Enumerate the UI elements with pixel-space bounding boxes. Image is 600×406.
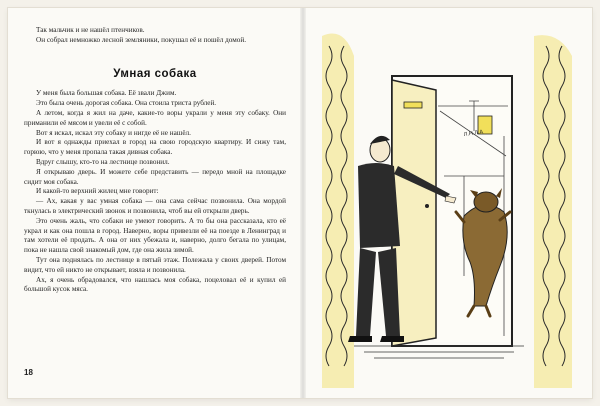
yellow-wash-left [322, 34, 354, 389]
paragraph: И какой-то верхний жилец мне говорит: [36, 187, 159, 196]
paragraph: Вот я искал, искал эту собаку и нигде её не нашёл. [36, 128, 191, 137]
paragraph: Ах, я очень обрадовался, что нашлась моя собака, поцеловал её и купил ей большой кусок мяса. [24, 275, 286, 294]
paragraph: У меня была большая собака. Её звали Джим. [36, 89, 177, 98]
story-body [24, 89, 286, 295]
right-page-illustration [314, 16, 580, 388]
yellow-wash-right [534, 35, 572, 388]
door-sign: Л.Н.Л.А [463, 129, 484, 138]
paragraph: Это была очень дорогая собака. Она стоила триста рублей. [36, 99, 217, 108]
paragraph: Так мальчик и не нашёл птенчиков. [36, 26, 145, 34]
man-jacket [358, 163, 400, 248]
paragraph: — Ах, какая у вас умная собака — она сама сейчас позвонила. Она мордой ткнулась в электрический звонок и позвонила, чтоб вы ей открыли дверь. [24, 197, 286, 215]
paragraph: Тут она поднялась по лестнице в пятый этаж. Полежала у своих дверей. Потом видит, что ей никто не открывает, взяла и позвонила. [24, 255, 286, 274]
paragraph: Он собрал немножко лесной земляники, покушал её и пошёл домой. [36, 35, 247, 44]
door-plate [404, 102, 422, 108]
paragraph: Вдруг слышу, кто-то на лестнице позвонил. [36, 157, 170, 166]
paragraph: Это очень жаль, что собаки не умеют говорить. А то бы она рассказала, кто её украл и как она пошла в город. Наверно, воры привезли её на поезде в Ленинград и там хотели её продать. А она от них убежала и, наверно, долго бегала по улицам, пока не нашла свой знакомый дом, где она жила зимой. [24, 216, 286, 255]
page-number: 18 [24, 368, 33, 377]
intro-text [24, 26, 286, 46]
left-page [24, 26, 286, 386]
book-spread [8, 8, 592, 398]
paragraph: И вот я однажды приехал в город на свою городскую квартиру. И сижу там, горюю, что у меня пропала такая дивная собака. [24, 138, 286, 157]
paragraph: Я открываю дверь. И можете себе представить — передо мной на площадке сидит моя собака. [24, 167, 286, 186]
illustration-man-opening-door-to-dog [314, 16, 580, 388]
door-handle [425, 204, 429, 208]
page-gutter [300, 8, 306, 398]
paragraph: А летом, когда я жил на даче, какие-то воры украли у меня эту собаку. Они приманили её мясом и увели её с собой. [24, 108, 286, 127]
story-title: Умная собака [113, 67, 197, 80]
